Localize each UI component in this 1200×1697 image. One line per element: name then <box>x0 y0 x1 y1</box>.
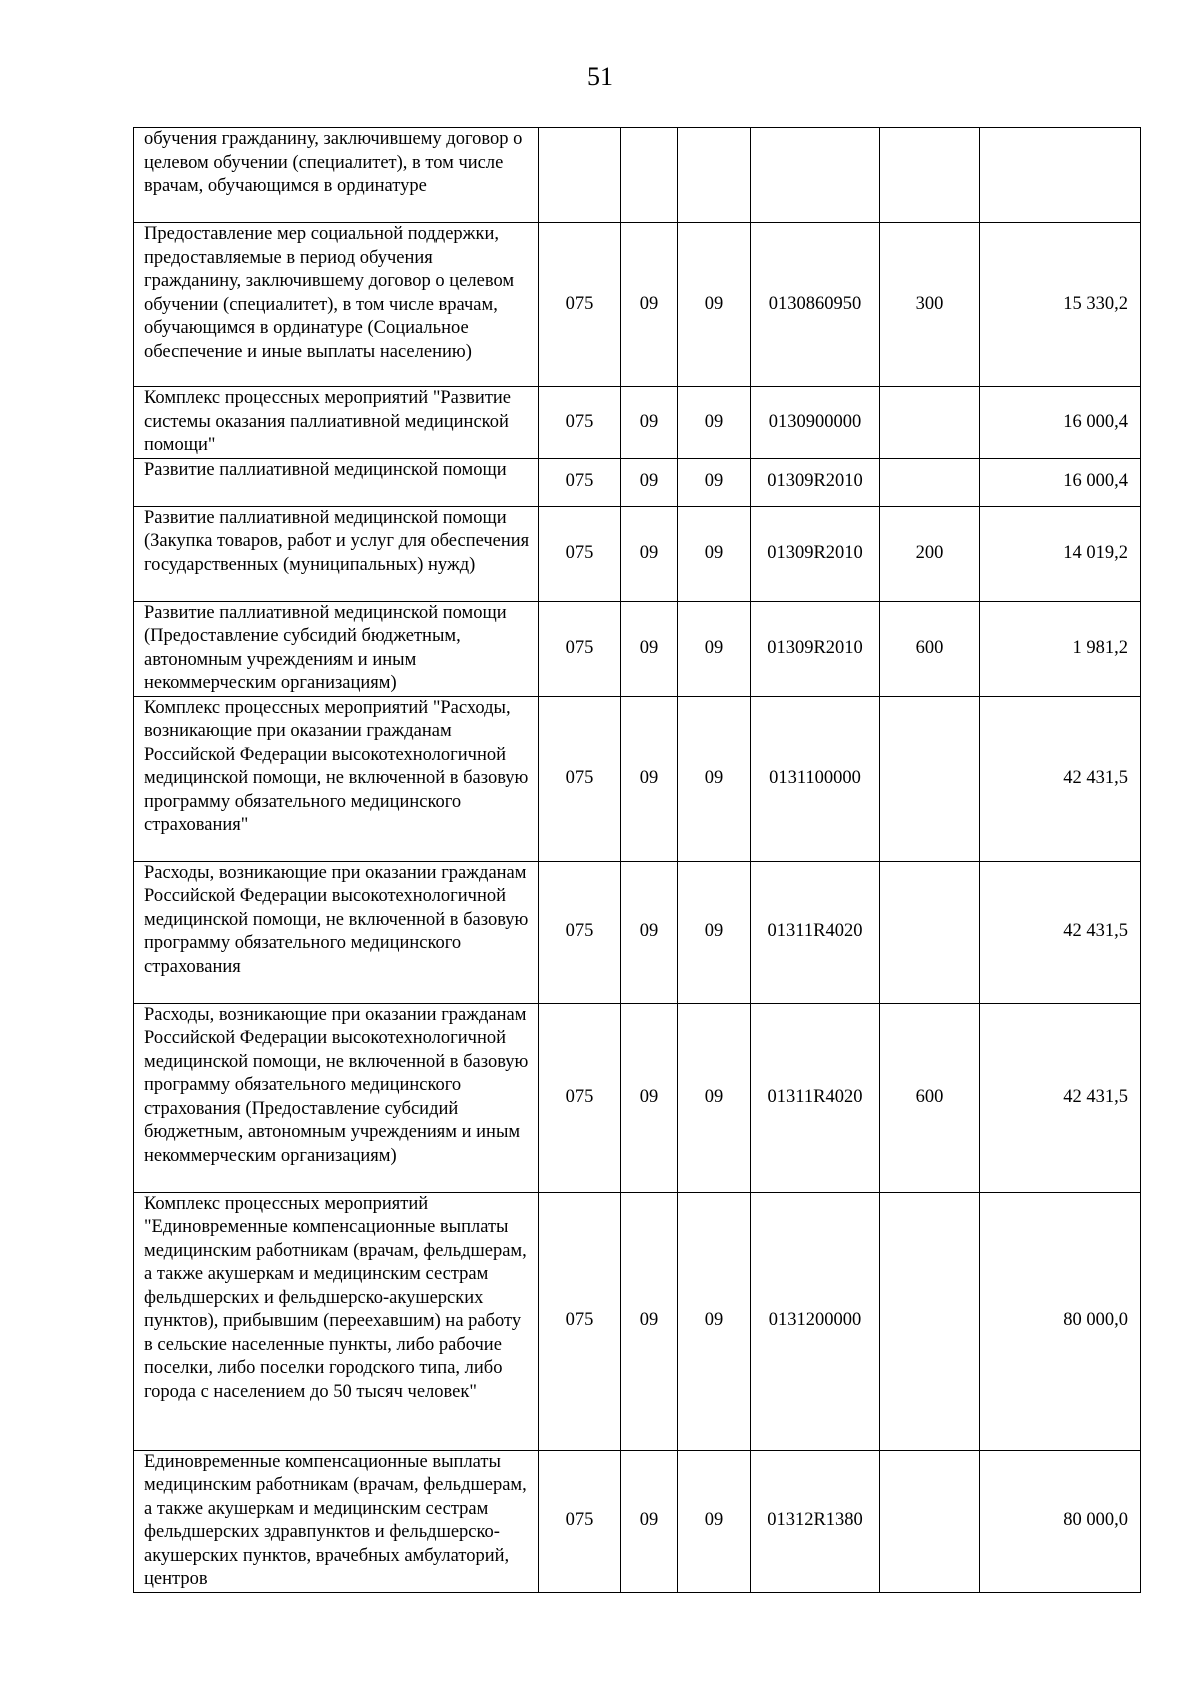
expense-type-code: 300 <box>880 223 980 387</box>
table-row <box>134 861 1141 1003</box>
section-code: 09 <box>621 387 678 459</box>
ministry-code: 075 <box>539 458 621 506</box>
amount: 80 000,0 <box>980 1192 1141 1450</box>
subsection-code: 09 <box>678 458 751 506</box>
table-row <box>134 223 1141 387</box>
expense-type-code <box>880 128 980 223</box>
target-article-code: 0130900000 <box>751 387 880 459</box>
subsection-code: 09 <box>678 1192 751 1450</box>
table-row <box>134 601 1141 696</box>
amount: 14 019,2 <box>980 506 1141 601</box>
amount: 42 431,5 <box>980 696 1141 861</box>
table-row <box>134 696 1141 861</box>
row-description: Комплекс процессных мероприятий "Расходы, возникающие при оказании гражданам Российской Федерации высокотехнологичной медицинской помощи, не включенной в базовую программу обязательного медицинского страхования" <box>134 696 539 861</box>
section-code: 09 <box>621 861 678 1003</box>
budget-table <box>133 127 1141 1593</box>
subsection-code: 09 <box>678 861 751 1003</box>
expense-type-code: 200 <box>880 506 980 601</box>
table-row <box>134 1003 1141 1192</box>
section-code: 09 <box>621 506 678 601</box>
table-row <box>134 1192 1141 1450</box>
amount: 80 000,0 <box>980 1450 1141 1592</box>
subsection-code: 09 <box>678 696 751 861</box>
expense-type-code <box>880 696 980 861</box>
row-description: Комплекс процессных мероприятий "Единовременные компенсационные выплаты медицинским работникам (врачам, фельдшерам, а также акушеркам и медицинским сестрам фельдшерских и фельдшерско-акушерских пунктов), прибывшим (переехавшим) на работу в сельские населенные пункты, либо рабочие поселки, либо поселки городского типа, либо города с населением до 50 тысяч человек" <box>134 1192 539 1450</box>
ministry-code: 075 <box>539 387 621 459</box>
ministry-code: 075 <box>539 1003 621 1192</box>
target-article-code: 0130860950 <box>751 223 880 387</box>
expense-type-code: 600 <box>880 1003 980 1192</box>
ministry-code <box>539 128 621 223</box>
subsection-code: 09 <box>678 1003 751 1192</box>
ministry-code: 075 <box>539 1450 621 1592</box>
amount: 1 981,2 <box>980 601 1141 696</box>
section-code: 09 <box>621 223 678 387</box>
row-description: Комплекс процессных мероприятий "Развитие системы оказания паллиативной медицинской помощи" <box>134 387 539 459</box>
ministry-code: 075 <box>539 601 621 696</box>
subsection-code: 09 <box>678 1450 751 1592</box>
ministry-code: 075 <box>539 223 621 387</box>
amount <box>980 128 1141 223</box>
row-description: Развитие паллиативной медицинской помощи (Предоставление субсидий бюджетным, автономным учреждениям и иным некоммерческим организациям) <box>134 601 539 696</box>
subsection-code: 09 <box>678 387 751 459</box>
target-article-code: 01309R2010 <box>751 506 880 601</box>
row-description: Расходы, возникающие при оказании гражданам Российской Федерации высокотехнологичной медицинской помощи, не включенной в базовую программу обязательного медицинского страхования (Предоставление субсидий бюджетным, автономным учреждениям и иным некоммерческим организациям) <box>134 1003 539 1192</box>
row-description: Единовременные компенсационные выплаты медицинским работникам (врачам, фельдшерам, а также акушеркам и медицинским сестрам фельдшерских здравпунктов и фельдшерско-акушерских пунктов, врачебных амбулаторий, центров <box>134 1450 539 1592</box>
row-description: Развитие паллиативной медицинской помощи (Закупка товаров, работ и услуг для обеспечения государственных (муниципальных) нужд) <box>134 506 539 601</box>
table-row <box>134 458 1141 506</box>
table-row <box>134 387 1141 459</box>
ministry-code: 075 <box>539 1192 621 1450</box>
section-code: 09 <box>621 1003 678 1192</box>
expense-type-code: 600 <box>880 601 980 696</box>
section-code: 09 <box>621 601 678 696</box>
amount: 42 431,5 <box>980 861 1141 1003</box>
row-description: обучения гражданину, заключившему договор о целевом обучении (специалитет), в том числе врачам, обучающимся в ординатуре <box>134 128 539 223</box>
subsection-code: 09 <box>678 506 751 601</box>
ministry-code: 075 <box>539 696 621 861</box>
target-article-code: 01312R1380 <box>751 1450 880 1592</box>
row-description: Расходы, возникающие при оказании гражданам Российской Федерации высокотехнологичной медицинской помощи, не включенной в базовую программу обязательного медицинского страхования <box>134 861 539 1003</box>
table-row <box>134 128 1141 223</box>
amount: 16 000,4 <box>980 458 1141 506</box>
section-code: 09 <box>621 1192 678 1450</box>
target-article-code: 0131100000 <box>751 696 880 861</box>
target-article-code: 0131200000 <box>751 1192 880 1450</box>
target-article-code: 01311R4020 <box>751 1003 880 1192</box>
expense-type-code <box>880 1192 980 1450</box>
row-description: Развитие паллиативной медицинской помощи <box>134 458 539 506</box>
table-row <box>134 1450 1141 1592</box>
table-row <box>134 506 1141 601</box>
ministry-code: 075 <box>539 861 621 1003</box>
target-article-code: 01311R4020 <box>751 861 880 1003</box>
subsection-code <box>678 128 751 223</box>
section-code <box>621 128 678 223</box>
expense-type-code <box>880 1450 980 1592</box>
row-description: Предоставление мер социальной поддержки, предоставляемые в период обучения гражданину, заключившему договор о целевом обучении (специалитет), в том числе врачам, обучающимся в ординатуре (Социальное обеспечение и иные выплаты населению) <box>134 223 539 387</box>
amount: 42 431,5 <box>980 1003 1141 1192</box>
expense-type-code <box>880 387 980 459</box>
subsection-code: 09 <box>678 601 751 696</box>
target-article-code <box>751 128 880 223</box>
ministry-code: 075 <box>539 506 621 601</box>
section-code: 09 <box>621 458 678 506</box>
target-article-code: 01309R2010 <box>751 458 880 506</box>
expense-type-code <box>880 861 980 1003</box>
target-article-code: 01309R2010 <box>751 601 880 696</box>
page-number: 51 <box>587 62 613 91</box>
expense-type-code <box>880 458 980 506</box>
section-code: 09 <box>621 1450 678 1592</box>
subsection-code: 09 <box>678 223 751 387</box>
section-code: 09 <box>621 696 678 861</box>
amount: 16 000,4 <box>980 387 1141 459</box>
amount: 15 330,2 <box>980 223 1141 387</box>
